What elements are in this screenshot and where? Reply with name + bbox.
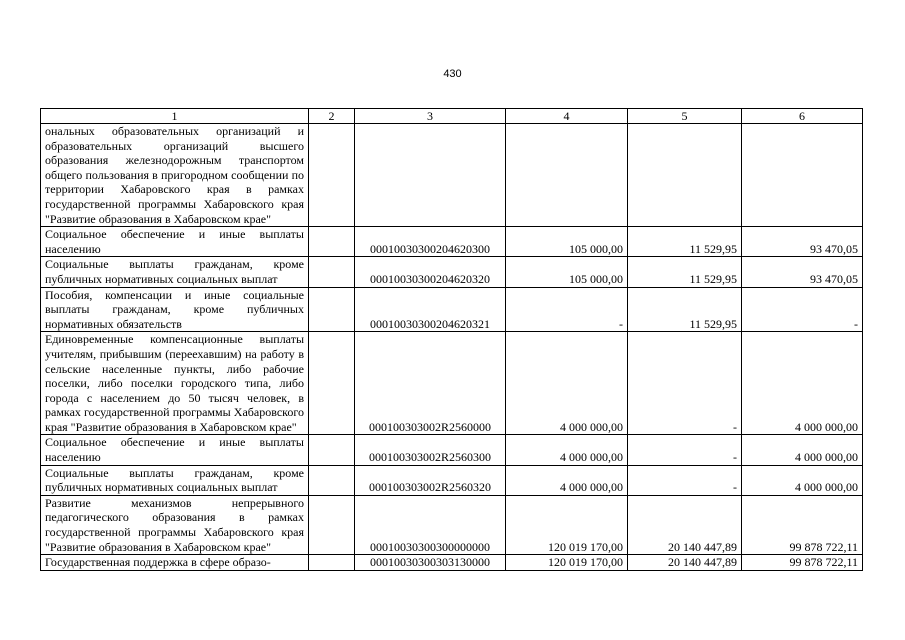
table-row <box>41 465 863 495</box>
row-col2-cell <box>309 124 355 227</box>
row-col2-cell <box>309 332 355 435</box>
row-code-cell <box>355 124 506 227</box>
row-col4-cell: 120 019 170,00 <box>506 555 628 571</box>
row-col4-cell: 4 000 000,00 <box>506 435 628 465</box>
table-row <box>41 287 863 332</box>
row-name-cell: Социальное обеспечение и иные выплаты населению <box>41 227 309 257</box>
row-code-cell: 00010030300204620321 <box>355 287 506 332</box>
row-col2-cell <box>309 465 355 495</box>
row-col5-cell: - <box>628 435 742 465</box>
table-row <box>41 227 863 257</box>
row-code-cell: 00010030300204620320 <box>355 257 506 287</box>
row-col6-cell: 93 470,05 <box>742 227 863 257</box>
row-col4-cell <box>506 124 628 227</box>
table-row <box>41 332 863 435</box>
table-row <box>41 555 863 571</box>
header-cell: 3 <box>355 109 506 124</box>
row-col4-cell: 105 000,00 <box>506 257 628 287</box>
row-name-cell: Развитие механизмов непрерывного педагогического образования в рамках государственной программы Хабаровского края "Развитие образования в Хабаровском крае" <box>41 495 309 554</box>
budget-table <box>40 108 863 571</box>
header-cell: 2 <box>309 109 355 124</box>
row-col6-cell: 4 000 000,00 <box>742 435 863 465</box>
row-code-cell: 000100303002R2560300 <box>355 435 506 465</box>
row-col6-cell: 99 878 722,11 <box>742 495 863 554</box>
row-col4-cell: 105 000,00 <box>506 227 628 257</box>
header-cell: 6 <box>742 109 863 124</box>
row-code-cell: 00010030300204620300 <box>355 227 506 257</box>
row-col5-cell: 11 529,95 <box>628 257 742 287</box>
table-row <box>41 495 863 554</box>
header-cell: 1 <box>41 109 309 124</box>
page-number: 430 <box>443 68 462 80</box>
row-col2-cell <box>309 435 355 465</box>
row-name-cell: Государственная поддержка в сфере образо- <box>41 555 309 571</box>
header-row <box>41 109 863 124</box>
row-col4-cell: 4 000 000,00 <box>506 332 628 435</box>
row-col2-cell <box>309 227 355 257</box>
table-row <box>41 257 863 287</box>
row-col6-cell: 4 000 000,00 <box>742 332 863 435</box>
row-code-cell: 00010030300300000000 <box>355 495 506 554</box>
row-col2-cell <box>309 287 355 332</box>
row-col5-cell: 11 529,95 <box>628 227 742 257</box>
row-code-cell: 000100303002R2560320 <box>355 465 506 495</box>
row-col5-cell: - <box>628 332 742 435</box>
row-col5-cell: 20 140 447,89 <box>628 495 742 554</box>
row-name-cell: Социальные выплаты гражданам, кроме публичных нормативных социальных выплат <box>41 465 309 495</box>
table-row <box>41 124 863 227</box>
row-col6-cell: 4 000 000,00 <box>742 465 863 495</box>
row-name-cell: Единовременные компенсационные выплаты учителям, прибывшим (переехавшим) на работу в сельские населенные пункты, либо рабочие поселки, либо поселки городского типа, либо города с населением до 50 тысяч человек, в рамках государственной программы Хабаровского края "Развитие образования в Хабаровском крае" <box>41 332 309 435</box>
row-name-cell: ональных образовательных организаций и образовательных организаций высшего образования железнодорожным транспортом общего пользования в пригородном сообщении по территории Хабаровского края в рамках государственной программы Хабаровского края "Развитие образования в Хабаровском крае" <box>41 124 309 227</box>
row-col5-cell <box>628 124 742 227</box>
row-col2-cell <box>309 555 355 571</box>
header-cell: 5 <box>628 109 742 124</box>
row-col5-cell: 11 529,95 <box>628 287 742 332</box>
row-col6-cell: - <box>742 287 863 332</box>
row-col6-cell: 93 470,05 <box>742 257 863 287</box>
row-col4-cell: 4 000 000,00 <box>506 465 628 495</box>
row-col6-cell <box>742 124 863 227</box>
header-cell: 4 <box>506 109 628 124</box>
row-name-cell: Пособия, компенсации и иные социальные выплаты гражданам, кроме публичных нормативных обязательств <box>41 287 309 332</box>
row-col5-cell: - <box>628 465 742 495</box>
row-col4-cell: - <box>506 287 628 332</box>
row-col4-cell: 120 019 170,00 <box>506 495 628 554</box>
row-col6-cell: 99 878 722,11 <box>742 555 863 571</box>
row-name-cell: Социальные выплаты гражданам, кроме публичных нормативных социальных выплат <box>41 257 309 287</box>
table-row <box>41 435 863 465</box>
row-code-cell: 00010030300303130000 <box>355 555 506 571</box>
row-col5-cell: 20 140 447,89 <box>628 555 742 571</box>
row-col2-cell <box>309 257 355 287</box>
row-name-cell: Социальное обеспечение и иные выплаты населению <box>41 435 309 465</box>
row-code-cell: 000100303002R2560000 <box>355 332 506 435</box>
row-col2-cell <box>309 495 355 554</box>
